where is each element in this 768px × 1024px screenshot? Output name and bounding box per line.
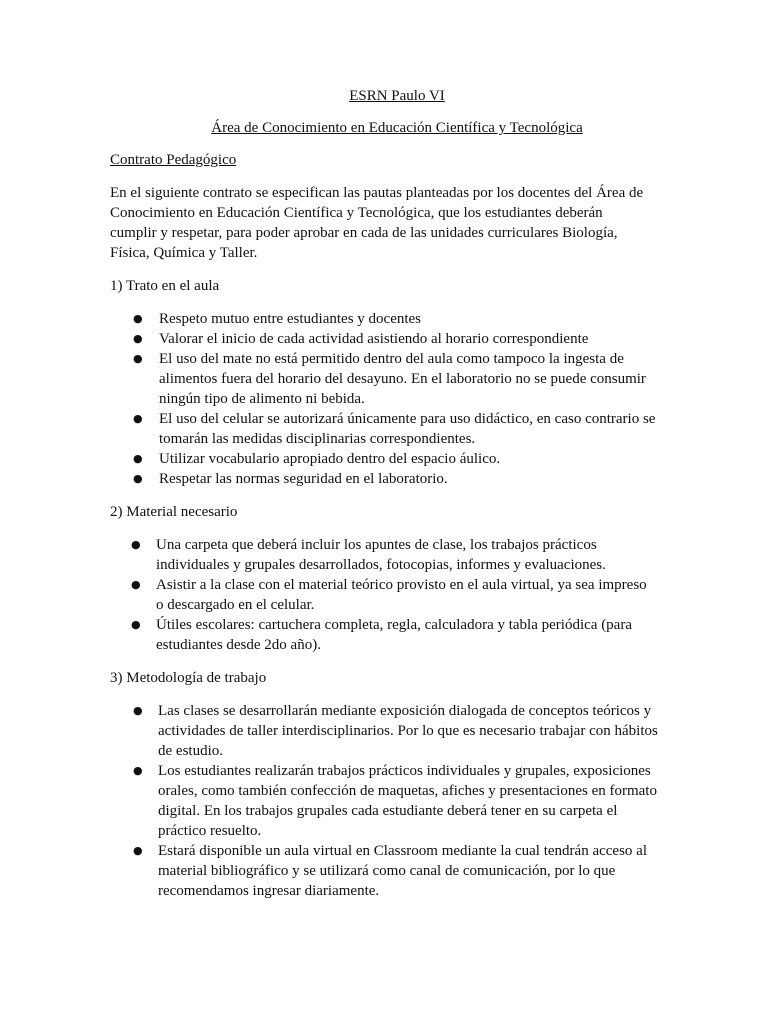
bullet-icon: ● — [133, 312, 143, 325]
list-item-text: Respetar las normas seguridad en el laboratorio. — [159, 471, 448, 487]
list-item-text: El uso del celular se autorizará únicamente para uso didáctico, en caso contrario se tomarán las medidas disciplinarias correspondientes. — [159, 411, 656, 447]
list-item-text: Las clases se desarrollarán mediante exposición dialogada de conceptos teóricos y actividades de taller interdisciplinarios. Por lo que es necesario trabajar con hábitos de estudio. — [158, 703, 658, 759]
bullet-icon: ● — [133, 704, 143, 717]
list-item-text: Una carpeta que deberá incluir los apuntes de clase, los trabajos prácticos individuales y grupales desarrollados, fotocopias, informes y evaluaciones. — [156, 537, 606, 573]
bullet-icon: ● — [133, 472, 143, 485]
section-heading-trato: 1) Trato en el aula — [110, 278, 220, 294]
list-item — [110, 761, 663, 841]
list-item — [110, 329, 659, 349]
intro-paragraph: En el siguiente contrato se especifican las pautas planteadas por los docentes del Área de Conocimiento en Educación Científica y Tecnológica, que los estudiantes deberán cumplir y respetar, para poder aprobar en cada de las unidades curriculares Biología, Física, Química y Taller. — [110, 185, 644, 261]
list-item — [110, 309, 659, 329]
list-item — [110, 409, 659, 449]
bullet-list-trato — [110, 309, 660, 489]
list-item — [110, 449, 659, 469]
bullet-icon: ● — [133, 332, 143, 345]
contract-title: Contrato Pedagógico — [110, 152, 237, 168]
list-item — [110, 535, 656, 575]
list-item-text: Respeto mutuo entre estudiantes y docentes — [159, 311, 422, 327]
bullet-list-metodologia — [110, 701, 660, 901]
list-item-text: El uso del mate no está permitido dentro del aula como tampoco la ingesta de alimentos fuera del horario del desayuno. En el laboratorio no se puede consumir ningún tipo de alimento ni bebida. — [159, 351, 646, 407]
list-item — [110, 575, 656, 615]
bullet-icon: ● — [133, 844, 143, 857]
section-heading-metodologia: 3) Metodología de trabajo — [110, 670, 267, 686]
list-item — [110, 615, 656, 655]
list-item-text: Valorar el inicio de cada actividad asistiendo al horario correspondiente — [159, 331, 589, 347]
list-item-text: Asistir a la clase con el material teórico provisto en el aula virtual, ya sea impreso o descargado en el celular. — [156, 577, 647, 613]
bullet-list-material — [110, 535, 660, 655]
school-title: ESRN Paulo VI — [349, 88, 445, 104]
bullet-icon: ● — [131, 618, 141, 631]
bullet-icon: ● — [131, 538, 141, 551]
bullet-icon: ● — [131, 578, 141, 591]
list-item — [110, 349, 659, 409]
list-item-text: Los estudiantes realizarán trabajos prácticos individuales y grupales, exposiciones orales, como también confección de maquetas, afiches y presentaciones en formato digital. En los trabajos grupales cada estudiante deberá tener en su carpeta el práctico resuelto. — [158, 763, 657, 839]
list-item — [110, 841, 663, 901]
list-item — [110, 701, 663, 761]
bullet-icon: ● — [133, 412, 143, 425]
area-title: Área de Conocimiento en Educación Científica y Tecnológica — [211, 120, 583, 136]
list-item-text: Útiles escolares: cartuchera completa, regla, calculadora y tabla periódica (para estudiantes desde 2do año). — [156, 617, 632, 653]
bullet-icon: ● — [133, 764, 143, 777]
section-heading-material: 2) Material necesario — [110, 504, 238, 520]
bullet-icon: ● — [133, 452, 143, 465]
bullet-icon: ● — [133, 352, 143, 365]
list-item-text: Utilizar vocabulario apropiado dentro del espacio áulico. — [159, 451, 501, 467]
list-item-text: Estará disponible un aula virtual en Classroom mediante la cual tendrán acceso al material bibliográfico y se utilizará como canal de comunicación, por lo que recomendamos ingresar diariamente. — [158, 843, 647, 899]
list-item — [110, 469, 659, 489]
